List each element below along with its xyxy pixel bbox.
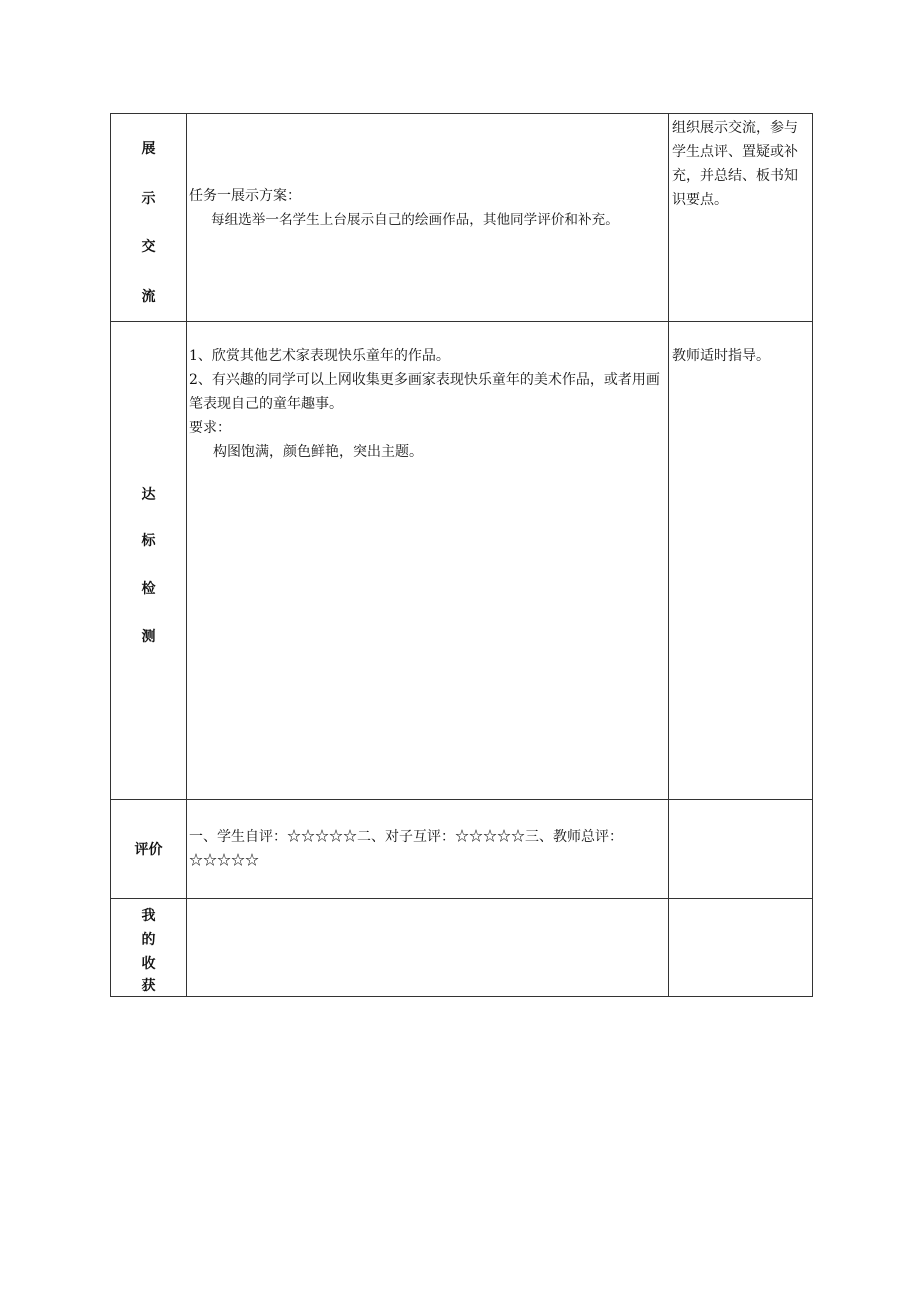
label-char: 测	[141, 629, 156, 645]
task-title: 任务一展示方案：	[189, 188, 301, 204]
label-char: 我	[141, 908, 156, 924]
label-char: 展	[141, 141, 156, 157]
note-assessment	[669, 322, 813, 800]
label-char: 标	[141, 533, 156, 549]
label-char: 流	[141, 289, 156, 305]
assessment-item-2: 2、有兴趣的同学可以上网收集更多画家表现快乐童年的美术作品，或者用画笔表现自己的童年趣事。	[189, 372, 660, 412]
label-char: 收	[141, 956, 156, 972]
content-show-exchange	[187, 114, 669, 322]
label-char: 的	[141, 932, 156, 948]
row-assessment	[111, 322, 813, 800]
content-gains[interactable]	[187, 899, 669, 997]
note-evaluation	[669, 800, 813, 899]
lesson-plan-table	[110, 113, 813, 997]
row-label-gains	[111, 899, 187, 997]
label-char: 交	[141, 239, 156, 255]
row-label-show-exchange	[111, 114, 187, 322]
label-char: 获	[141, 978, 156, 994]
row-show-exchange	[111, 114, 813, 322]
content-evaluation	[187, 800, 669, 899]
label-char: 达	[141, 487, 156, 503]
label-text: 评价	[134, 842, 163, 858]
teacher-note: 教师适时指导。	[672, 348, 770, 364]
note-gains	[669, 899, 813, 997]
assessment-item-1: 1、欣赏其他艺术家表现快乐童年的作品。	[189, 348, 450, 364]
row-label-assessment	[111, 322, 187, 800]
row-label-evaluation	[111, 800, 187, 899]
teacher-note: 组织展示交流，参与学生点评、置疑或补充，并总结、板书知识要点。	[672, 120, 798, 208]
note-show-exchange	[669, 114, 813, 322]
label-char: 示	[141, 191, 156, 207]
task-body: 每组选举一名学生上台展示自己的绘画作品，其他同学评价和补充。	[211, 212, 619, 228]
label-char: 检	[141, 581, 156, 597]
evaluation-stars: 一、学生自评：☆☆☆☆☆二、对子互评：☆☆☆☆☆三、教师总评：☆☆☆☆☆	[189, 829, 623, 869]
requirement-label: 要求：	[189, 420, 231, 436]
content-assessment	[187, 322, 669, 800]
requirement-body: 构图饱满，颜色鲜艳，突出主题。	[213, 444, 423, 460]
row-evaluation	[111, 800, 813, 899]
row-gains	[111, 899, 813, 997]
